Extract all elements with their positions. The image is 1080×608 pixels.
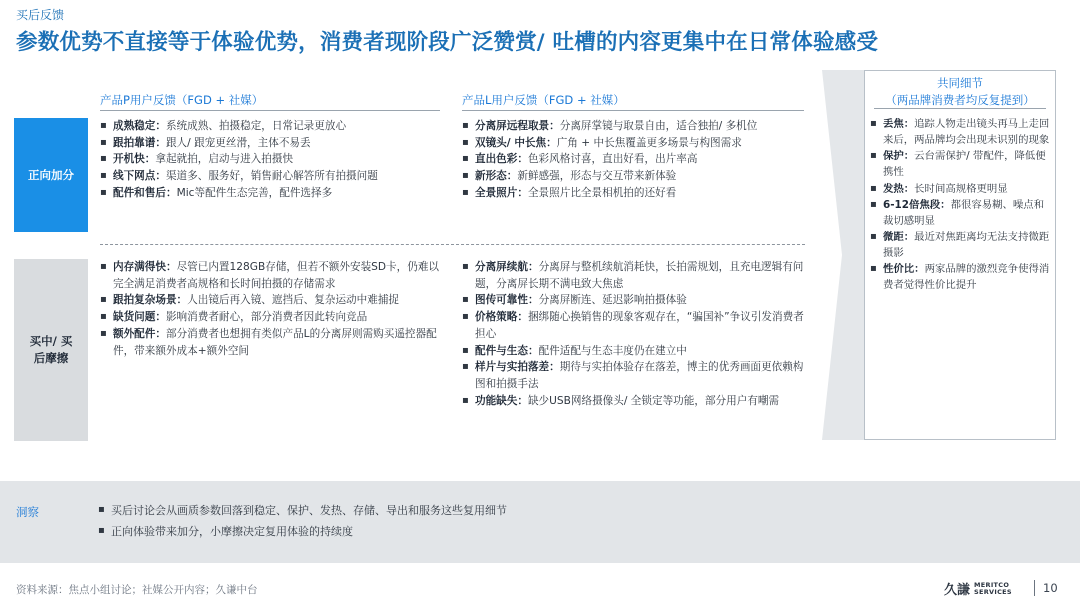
item-term: 保护： xyxy=(883,150,915,163)
item-text: 分离屏掌镜与取景自由，适合独拍/ 多机位 xyxy=(559,120,758,132)
item-term: 性价比： xyxy=(883,263,925,276)
list-item xyxy=(100,118,440,135)
list-item: ▪ 正向体验带来加分，小摩擦决定复用体验的持续度 xyxy=(98,521,507,542)
product-p-header: 产品P用户反馈（FGD + 社媒） xyxy=(100,93,264,107)
item-text: 最近对焦距离均无法支持微距摄影 xyxy=(883,230,1050,259)
list-item xyxy=(100,135,440,152)
item-term: 直出色彩： xyxy=(475,153,528,166)
common-details-title-line2: （两品牌消费者均反复提到） xyxy=(885,92,1035,107)
item-term: 6-12倍焦段： xyxy=(883,198,951,211)
item-term: 分离屏续航： xyxy=(475,261,539,273)
common-details-list xyxy=(870,116,1052,293)
item-text: 分离屏断连、延迟影响拍摄体验 xyxy=(538,294,687,307)
item-term: 缺货问题： xyxy=(113,311,166,324)
item-text: 系统成熟、拍摄稳定，日常记录更放心 xyxy=(165,120,347,132)
item-text: 尽管已内置128GB存储，但若不额外安装SD卡，仍难以完全满足消费者高规格和长时间拍摄的存储需求 xyxy=(113,261,440,290)
list-item xyxy=(100,292,445,309)
list-item xyxy=(100,151,440,168)
list-item xyxy=(462,185,802,202)
friction-row-label xyxy=(14,259,88,441)
item-text: 拿起就拍，启动与进入拍摄快 xyxy=(155,153,294,166)
logo-subtext-line2: SERVICES xyxy=(974,587,1012,596)
list-item xyxy=(462,168,802,185)
logo-subtext-line1: MERITCO xyxy=(974,580,1010,589)
list-item: ▪ 买后讨论会从画质参数回落到稳定、保护、发热、存储、导出和服务这些复用细节 xyxy=(98,500,507,521)
list-item xyxy=(462,292,807,309)
list-item xyxy=(870,181,1052,197)
item-term: 双镜头/ 中长焦： xyxy=(475,136,557,149)
logo-wordmark: 久謙 xyxy=(944,583,971,598)
item-term: 跟拍靠谱： xyxy=(113,136,166,149)
friction-row-label-text: 买中/ 买后摩擦 xyxy=(29,334,73,365)
item-text: 云台需保护/ 带配件，降低便携性 xyxy=(883,150,1046,179)
product-p-header-divider xyxy=(100,110,440,111)
item-text: 两家品牌的激烈竞争使得消费者觉得性价比提升 xyxy=(883,263,1050,292)
company-logo xyxy=(944,579,1012,598)
list-item xyxy=(462,151,802,168)
item-term: 功能缺失： xyxy=(475,394,528,407)
item-term: 新形态： xyxy=(475,170,518,183)
product-p-friction-list xyxy=(100,259,445,359)
item-text: 期待与实拍体验存在落差，博主的优秀画面更依赖构图和拍摄手法 xyxy=(475,361,804,391)
page-title: 参数优势不直接等于体验优势，消费者现阶段广泛赞赏/ 吐槽的内容更集中在日常体验感受 xyxy=(16,30,879,55)
item-term: 价格策略： xyxy=(475,311,528,324)
section-tag: 买后反馈 xyxy=(16,8,65,22)
item-term: 内存满得快： xyxy=(113,261,177,273)
list-item xyxy=(100,168,440,185)
item-term: 额外配件： xyxy=(113,327,166,340)
product-l-header-divider xyxy=(462,110,804,111)
item-term: 开机快： xyxy=(113,153,156,166)
product-p-positive-list xyxy=(100,118,440,202)
list-item xyxy=(462,118,802,135)
item-text: 都很容易糊、噪点和裁切感明显 xyxy=(883,198,1045,227)
list-item xyxy=(462,393,807,410)
item-term: 图传可靠性： xyxy=(475,294,539,307)
page-number: 10 xyxy=(1043,581,1058,595)
item-term: 成熟稳定： xyxy=(113,120,166,132)
item-term: 样片与实拍落差： xyxy=(475,361,560,374)
item-term: 线下网点： xyxy=(113,170,166,183)
item-term: 全景照片： xyxy=(475,186,528,199)
logo-subtext xyxy=(974,582,1012,596)
item-text: 色彩风格讨喜，直出好看，出片率高 xyxy=(527,153,698,166)
list-item xyxy=(100,259,445,292)
item-term: 跟拍复杂场景： xyxy=(113,294,188,307)
item-text: Mic等配件生态完善，配件选择多 xyxy=(176,186,333,199)
item-text: 人出镜后再入镜、遮挡后、复杂运动中难捕捉 xyxy=(187,294,400,307)
chevron-arrow-icon xyxy=(822,70,864,440)
item-text: 长时间高规格更明显 xyxy=(914,182,1008,195)
list-item xyxy=(870,261,1052,293)
item-term: 丢焦： xyxy=(883,118,915,130)
common-details-divider xyxy=(874,108,1046,109)
insight-list xyxy=(98,500,507,543)
row-divider xyxy=(100,244,805,245)
list-item xyxy=(462,343,807,360)
list-item xyxy=(100,309,445,326)
product-l-positive-list xyxy=(462,118,802,202)
item-text: 部分消费者也想拥有类似产品L的分离屏则需购买遥控器配件，带来额外成本+额外空间 xyxy=(113,327,437,357)
item-text: 缺少USB网络摄像头/ 全锁定等功能，部分用户有嘲需 xyxy=(527,394,780,407)
item-text: 广角 + 中长焦覆盖更多场景与构图需求 xyxy=(556,136,742,149)
list-item xyxy=(870,148,1052,180)
common-details-title xyxy=(864,75,1056,108)
list-item xyxy=(100,326,445,359)
list-item xyxy=(462,135,802,152)
common-details-title-line1: 共同细节 xyxy=(937,76,983,90)
item-term: 发热： xyxy=(883,182,915,195)
source-note: 资料来源：焦点小组讨论；社媒公开内容；久谦中台 xyxy=(16,584,258,596)
item-text: 分离屏与整机续航消耗快，长拍需规划，且充电逻辑有问题，分离屏长期不满电致大焦虑 xyxy=(475,261,804,290)
item-text: 捆绑随心换销售的现象客观存在，“骗国补”争议引发消费者担心 xyxy=(475,311,804,340)
list-item xyxy=(462,259,807,292)
item-term: 配件和售后： xyxy=(113,186,177,199)
item-term: 微距： xyxy=(883,230,915,243)
list-item xyxy=(462,309,807,342)
product-l-header: 产品L用户反馈（FGD + 社媒） xyxy=(462,93,625,107)
item-term: 配件与生态： xyxy=(475,344,539,357)
list-item xyxy=(100,185,440,202)
item-text: 配件适配与生态丰度仍在建立中 xyxy=(538,344,687,357)
item-text: 影响消费者耐心，部分消费者因此转向竞品 xyxy=(165,311,368,324)
item-text: 新鲜感强，形态与交互带来新体验 xyxy=(517,170,677,183)
positive-row-label: 正向加分 xyxy=(14,118,88,232)
item-term: 分离屏远程取景： xyxy=(475,120,560,132)
list-item xyxy=(870,197,1052,229)
item-text: 全景照片比全景相机拍的还好看 xyxy=(527,186,677,199)
list-item xyxy=(870,116,1052,148)
item-text: 追踪人物走出镜头再马上走回来后，两品牌均会出现未识别的现象 xyxy=(883,118,1050,147)
item-text: 渠道多、服务好，销售耐心解答所有拍摄问题 xyxy=(165,170,378,183)
insight-label: 洞察 xyxy=(16,505,39,519)
item-text: 跟人/ 跟宠更丝滑，主体不易丢 xyxy=(165,136,311,149)
list-item xyxy=(462,359,807,392)
footer-separator xyxy=(1034,580,1035,596)
list-item xyxy=(870,229,1052,261)
product-l-friction-list xyxy=(462,259,807,410)
